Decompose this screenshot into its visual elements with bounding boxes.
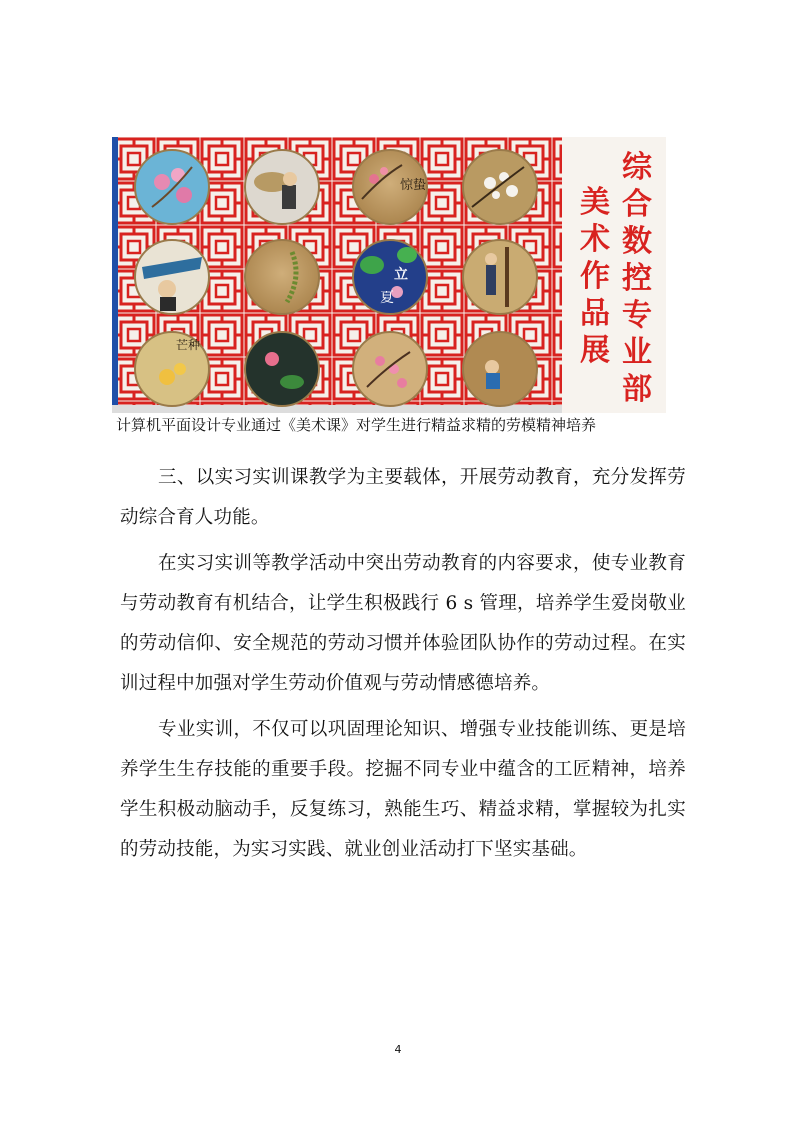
plate-magnolia <box>135 150 209 224</box>
plate-lotus-figure <box>245 150 319 224</box>
plate-mangzhong <box>135 332 209 406</box>
plate-jingzhe <box>353 150 427 224</box>
plate-lixia-text-b: 夏 <box>380 290 394 306</box>
col1-char: 合 <box>622 187 652 222</box>
page-number: 4 <box>394 1043 402 1056</box>
plate-plum <box>353 332 427 406</box>
plate-lixia <box>353 240 427 314</box>
plate-night-lotus <box>245 332 319 406</box>
plate-pear-blossom <box>463 150 537 224</box>
col1-char: 业 <box>622 335 652 370</box>
board-title-col1 <box>622 150 653 407</box>
col1-char: 数 <box>622 224 652 259</box>
paragraph-2: 专业实训，不仅可以巩固理论知识、增强专业技能训练、更是培养学生生存技能的重要手段。挖掘不同专业中蕴含的工匠精神，培养学生积极动脑动手，反复练习，熟能生巧、精益求精，掌握较为扎实的劳动技能，为实习实践、就业创业活动打下坚实基础。 <box>120 719 686 860</box>
col2-char: 术 <box>580 222 610 257</box>
board-title-col2 <box>579 185 610 368</box>
plate-dragon-boat <box>135 240 209 314</box>
section-heading: 三、以实习实训课教学为主要载体，开展劳动教育，充分发挥劳动综合育人功能。 <box>120 467 686 528</box>
plate-child-play <box>463 332 537 406</box>
col2-char: 作 <box>580 259 610 294</box>
paragraph-1: 在实习实训等教学活动中突出劳动教育的内容要求，使专业教育与劳动教育有机结合，让学生积极践行 6 s 管理，培养学生爱岗敬业的劳动信仰、安全规范的劳动习惯并体验团队协作的劳动过程。在实训过程中加强对学生劳动价值观与劳动情感德培养。 <box>120 553 686 694</box>
col2-char: 品 <box>580 296 610 331</box>
plate-girl-tree <box>463 240 537 314</box>
col1-char: 控 <box>622 261 652 296</box>
figure-caption: 计算机平面设计专业通过《美术课》对学生进行精益求精的劳模精神培养 <box>116 416 597 434</box>
col2-char: 美 <box>580 185 610 220</box>
plate-jingzhe-text: 惊蛰 <box>400 178 427 193</box>
plate-mangzhong-text: 芒种 <box>176 338 201 352</box>
plate-lixia-text-a: 立 <box>394 267 408 283</box>
col1-char: 部 <box>622 372 652 407</box>
art-exhibition-photo <box>112 137 666 413</box>
plate-grain <box>245 240 319 314</box>
col1-char: 综 <box>622 150 652 185</box>
col2-char: 展 <box>580 333 610 368</box>
left-frame-edge <box>112 137 118 413</box>
col1-char: 专 <box>622 298 652 333</box>
